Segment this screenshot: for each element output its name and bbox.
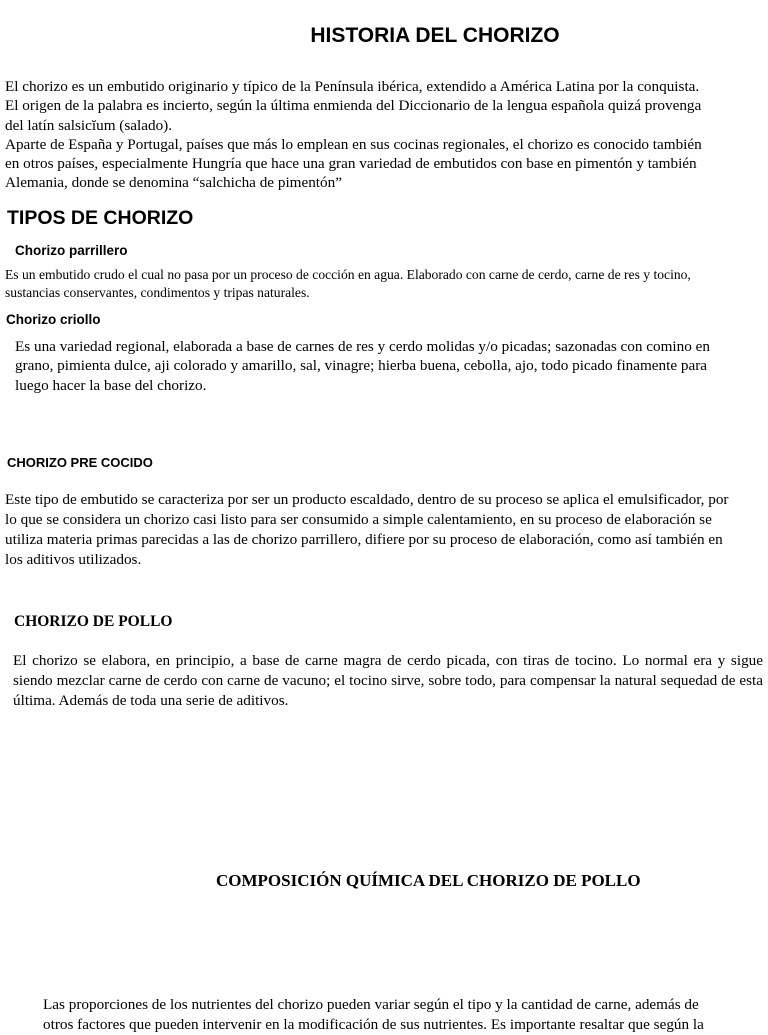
precocido-line: los aditivos utilizados. bbox=[5, 551, 142, 568]
parrillero-heading: Chorizo parrillero bbox=[15, 243, 128, 258]
precocido-heading: CHORIZO PRE COCIDO bbox=[7, 455, 153, 470]
precocido-paragraph bbox=[5, 490, 768, 570]
intro-line: del latín salsicĭum (salado). bbox=[5, 116, 173, 134]
pollo-paragraph: El chorizo se elabora, en principio, a base de carne magra de cerdo picada, con tiras de tocino. Lo normal era y sigue siendo mezclar carne de cerdo con carne de vacuno; el tocino sirve, sobre todo, para compensar la natural sequedad de esta última. Además de toda una serie de aditivos. bbox=[13, 652, 763, 709]
tipos-heading: TIPOS DE CHORIZO bbox=[7, 207, 194, 229]
intro-line: El origen de la palabra es incierto, según la última enmienda del Diccionario de la lengua española quizá provenga bbox=[5, 97, 702, 115]
quimica-heading: COMPOSICIÓN QUÍMICA DEL CHORIZO DE POLLO bbox=[216, 871, 641, 890]
precocido-line: lo que se considera un chorizo casi listo para ser consumido a simple calentamiento, en su proceso de elaboración se bbox=[5, 511, 712, 528]
intro-line: El chorizo es un embutido originario y típico de la Península ibérica, extendido a América Latina por la conquista. bbox=[5, 78, 700, 95]
parrillero-line: Es un embutido crudo el cual no pasa por un proceso de cocción en agua. Elaborado con carne de cerdo, carne de res y tocino, bbox=[5, 267, 691, 282]
pollo-heading: CHORIZO DE POLLO bbox=[14, 613, 173, 630]
parrillero-paragraph bbox=[5, 266, 691, 302]
quimica-paragraph bbox=[43, 995, 768, 1035]
intro-paragraph bbox=[5, 77, 768, 193]
quimica-line: otros factores que pueden intervenir en la modificación de sus nutrientes. Es importante resaltar que según la bbox=[43, 1016, 704, 1033]
intro-line: Alemania, donde se denomina “salchicha de pimentón” bbox=[5, 174, 342, 192]
criollo-line: grano, pimienta dulce, aji colorado y amarillo, sal, vinagre; hierba buena, cebolla, ajo, todo picado finamente para bbox=[15, 357, 708, 375]
quimica-line: Las proporciones de los nutrientes del chorizo pueden variar según el tipo y la cantidad de carne, además de bbox=[43, 996, 699, 1013]
criollo-heading: Chorizo criollo bbox=[6, 312, 101, 327]
intro-line: Aparte de España y Portugal, países que más lo emplean en sus cocinas regionales, el chorizo es conocido también bbox=[5, 135, 702, 153]
criollo-line: luego hacer la base del chorizo. bbox=[15, 376, 207, 394]
parrillero-line: sustancias conservantes, condimentos y tripas naturales. bbox=[5, 285, 310, 300]
precocido-line: Este tipo de embutido se caracteriza por ser un producto escaldado, dentro de su proceso se aplica el emulsificador, por bbox=[5, 491, 729, 508]
intro-line: en otros países, especialmente Hungría que hace una gran variedad de embutidos con base en pimentón y también bbox=[5, 155, 697, 173]
page-title: HISTORIA DEL CHORIZO bbox=[310, 24, 560, 47]
criollo-line: Es una variedad regional, elaborada a base de carnes de res y cerdo molidas y/o picadas; sazonadas con comino en bbox=[15, 338, 710, 355]
criollo-paragraph bbox=[15, 337, 710, 395]
precocido-line: utiliza materia primas parecidas a las de chorizo parrillero, difiere por su proceso de elaboración, como así también en bbox=[5, 531, 723, 548]
